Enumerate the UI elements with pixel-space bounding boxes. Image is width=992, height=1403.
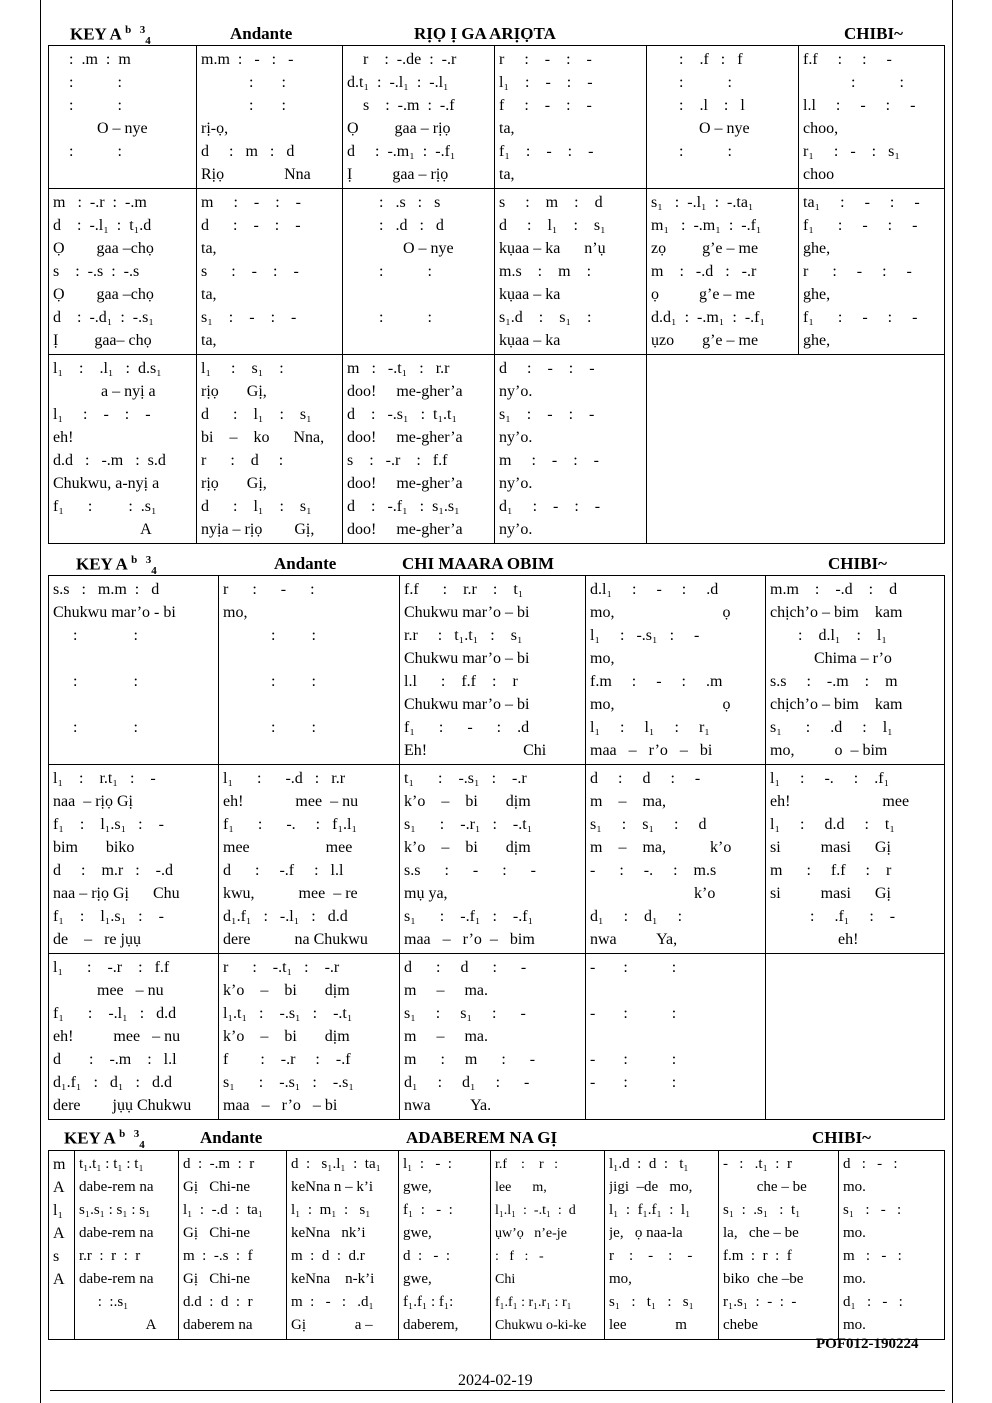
measure-cell: l₁ : -. : .f₁ eh! mee l₁ : d.d : t₁ si masi Gị m : f.f : r si masi Gị : .f₁ : - eh! <box>766 765 945 954</box>
measure-cell: l₁ : s₁ : rịọ Gị, d : l₁ : s₁ bi – ko Nna, r : d : rịọ Gị, d : l₁ : s₁ nyịa – rịọ Gị, <box>197 355 343 544</box>
measure-cell: - : : - : : - : : - : : <box>586 954 766 1120</box>
measure-cell: t₁ : -.s₁ : -.r k’o – bi dịm s₁ : -.r₁ : -.t₁ k’o – bi dịm s.s : - : - mụ ya, s₁ : -.f₁ : -.f₁ maa – r’o – bim <box>400 765 586 954</box>
measure-cell: l₁ : r.t₁ : - naa – rịọ Gị f₁ : l₁.s₁ : - bim biko d : m.r : -.d naa – rịọ Gị Chu f₁ : l₁.s₁ : - de – re jụụ <box>49 765 219 954</box>
section-2-header <box>48 554 944 576</box>
score-table-2 <box>48 575 945 1120</box>
score-row <box>49 1151 945 1340</box>
song-title: RỊỌ Ị GA ARỊỌTA <box>414 24 556 43</box>
measure-cell: - : .t₁ : r che – be s₁ : .s₁ : t₁ la, che – be f.m : r : f biko che –be r₁.s₁ : - : - chebe <box>719 1151 839 1340</box>
measure-cell: ta₁ : - : - f₁ : - : - ghe, r : - : - ghe, f₁ : - : - ghe, <box>799 189 945 355</box>
measure-cell: t₁.t₁ : t₁ : t₁ dabe-rem na s₁.s₁ : s₁ : s₁ dabe-rem na r.r : r : r dabe-rem na : :.s₁ A <box>75 1151 179 1340</box>
score-table-3 <box>48 1150 945 1340</box>
measure-cell: m.m : - : - : : : : rị-ọ, d : m : d Rịọ Nna <box>197 46 343 189</box>
measure-cell: l₁ : - : gwe, f₁ : - : gwe, d : - : gwe, f₁.f₁ : f₁: daberem, <box>399 1151 491 1340</box>
score-row <box>49 576 945 765</box>
score-table-1 <box>48 45 945 544</box>
measure-cell <box>766 954 945 1120</box>
measure-cell: d.l₁ : - : .d mo, ọ l₁ : -.s₁ : - mo, f.m : - : .m mo, ọ l₁ : l₁ : r₁ maa – r’o – bi <box>586 576 766 765</box>
measure-cell: : .m : m : : : : O – nye : : <box>49 46 197 189</box>
key-label: KEY A $^b$ $^3_4$ <box>64 1128 145 1152</box>
measure-cell: m A l₁ A s A <box>49 1151 75 1340</box>
measure-cell: r : - : - l₁ : - : - f : - : - ta, f₁ : - : - ta, <box>495 46 647 189</box>
score-row <box>49 765 945 954</box>
measure-cell: l₁ : .l₁ : d.s₁ a – nyị a l₁ : - : - eh! d.d : -.m : s.d Chukwu, a-nyị a f₁ : : .s₁ A <box>49 355 197 544</box>
key-label: KEY A $^b$ $^3_4$ <box>76 554 157 578</box>
measure-cell: d : -.m : r Gị Chi-ne l₁ : -.d : ta₁ Gị Chi-ne m : -.s : f Gị Chi-ne d.d : d : r daberem na <box>179 1151 287 1340</box>
score-row <box>49 46 945 189</box>
measure-cell <box>647 355 945 544</box>
measure-cell: l₁ : -.d : r.r eh! mee – nu f₁ : -. : f₁.l₁ mee mee d : -.f : l.l kwu, mee – re d₁.f₁ : -.l₁ : d.d dere na Chukwu <box>219 765 400 954</box>
song-title: ADABEREM NA GỊ <box>406 1128 558 1147</box>
document-date: 2024-02-19 <box>458 1372 533 1389</box>
composer-label: CHIBI~ <box>828 554 887 573</box>
measure-cell: r : - : mo, : : : : : : <box>219 576 400 765</box>
measure-cell: : .s : s : .d : d O – nye : : : : <box>343 189 495 355</box>
measure-cell: d : d : - m – ma. s₁ : s₁ : - m – ma. m : m : - d₁ : d₁ : - nwa Ya. <box>400 954 586 1120</box>
measure-cell: d : s₁.l₁ : ta₁ keNna n – k’i l₁ : m₁ : s₁ keNna nk’i m : d : d.r keNna n-k’i m : - : .d₁ Gị a – <box>287 1151 399 1340</box>
page-frame-left <box>40 0 41 1403</box>
key-label: KEY A $^b$ $^3_4$ <box>70 24 151 48</box>
score-row <box>49 355 945 544</box>
section-1-header <box>48 24 944 46</box>
measure-cell: r.f : r : lee m, l₁.l₁ : -.t₁ : d ụw’ọ n’e-je : f : - Chi f₁.f₁ : r₁.r₁ : r₁ Chukwu o-ki-ke <box>491 1151 605 1340</box>
section-3-header <box>48 1128 944 1150</box>
measure-cell: l₁.d : d : t₁ jigi –de mo, l₁ : f₁.f₁ : l₁ je, ọ naa-la r : - : - mo, s₁ : t₁ : s₁ lee m <box>605 1151 719 1340</box>
measure-cell: r : -.de : -.r d.t₁ : -.l₁ : -.l₁ s : -.m : -.f Ọ gaa – rịọ d : -.m₁ : -.f₁ Ị gaa – rịọ <box>343 46 495 189</box>
measure-cell: d : - : - ny’o. s₁ : - : - ny’o. m : - : - ny’o. d₁ : - : - ny’o. <box>495 355 647 544</box>
measure-cell: m : -.t₁ : r.r doo! me-gher’a d : -.s₁ : t₁.t₁ doo! me-gher’a s : -.r : f.f doo! me-gher’a d : -.f₁ : s₁.s₁ doo! me-gher’a <box>343 355 495 544</box>
measure-cell: m.m : -.d : d chịch’o – bim kam : d.l₁ : l₁ Chima – r’o s.s : -.m : m chịch’o – bim kam s₁ : .d : l₁ mo, o – bim <box>766 576 945 765</box>
tempo-label: Andante <box>274 554 337 573</box>
composer-label: CHIBI~ <box>844 24 903 43</box>
measure-cell: r : -.t₁ : -.r k’o – bi dịm l₁.t₁ : -.s₁ : -.t₁ k’o – bi dịm f : -.r : -.f s₁ : -.s₁ : -.s₁ maa – r’o – bi <box>219 954 400 1120</box>
measure-cell: f.f : : - : : l.l : - : - choo, r₁ : - : s₁ choo <box>799 46 945 189</box>
composer-label: CHIBI~ <box>812 1128 871 1147</box>
score-row <box>49 189 945 355</box>
measure-cell: s : m : d d : l₁ : s₁ kụaa – ka n’ụ m.s : m : kụaa – ka s₁.d : s₁ : kụaa – ka <box>495 189 647 355</box>
page-frame-bottom <box>50 1390 945 1391</box>
measure-cell: : .f : f : : : .l : l O – nye : : <box>647 46 799 189</box>
measure-cell: f.f : r.r : t₁ Chukwu mar’o – bi r.r : t₁.t₁ : s₁ Chukwu mar’o – bi l.l : f.f : r Chukwu mar’o – bi f₁ : - : .d Eh! Chi <box>400 576 586 765</box>
document-code: POF012-190224 <box>816 1336 919 1352</box>
score-row <box>49 954 945 1120</box>
song-title: CHI MAARA OBIM <box>402 554 555 573</box>
measure-cell: l₁ : -.r : f.f mee – nu f₁ : -.l₁ : d.d eh! mee – nu d : -.m : l.l d₁.f₁ : d₁ : d.d dere jụụ Chukwu <box>49 954 219 1120</box>
measure-cell: d : d : - m – ma, s₁ : s₁ : d m – ma, k’o - : -. : m.s k’o d₁ : d₁ : nwa Ya, <box>586 765 766 954</box>
tempo-label: Andante <box>230 24 293 43</box>
measure-cell: d : - : mo. s₁ : - : mo. m : - : mo. d₁ : - : mo. <box>839 1151 945 1340</box>
page-frame-right <box>952 0 953 1403</box>
measure-cell: m : - : - d : - : - ta, s : - : - ta, s₁ : - : - ta, <box>197 189 343 355</box>
measure-cell: s₁ : -.l₁ : -.ta₁ m₁ : -.m₁ : -.f₁ zọ g’e – me m : -.d : -.r ọ g’e – me d.d₁ : -.m₁ : -.f₁ ụzo g’e – me <box>647 189 799 355</box>
tempo-label: Andante <box>200 1128 263 1147</box>
measure-cell: s.s : m.m : d Chukwu mar’o - bi : : : : : : <box>49 576 219 765</box>
measure-cell: m : -.r : -.m d : -.l₁ : t₁.d Ọ gaa –chọ s : -.s : -.s Ọ gaa –chọ d : -.d₁ : -.s₁ Ị gaa– chọ <box>49 189 197 355</box>
